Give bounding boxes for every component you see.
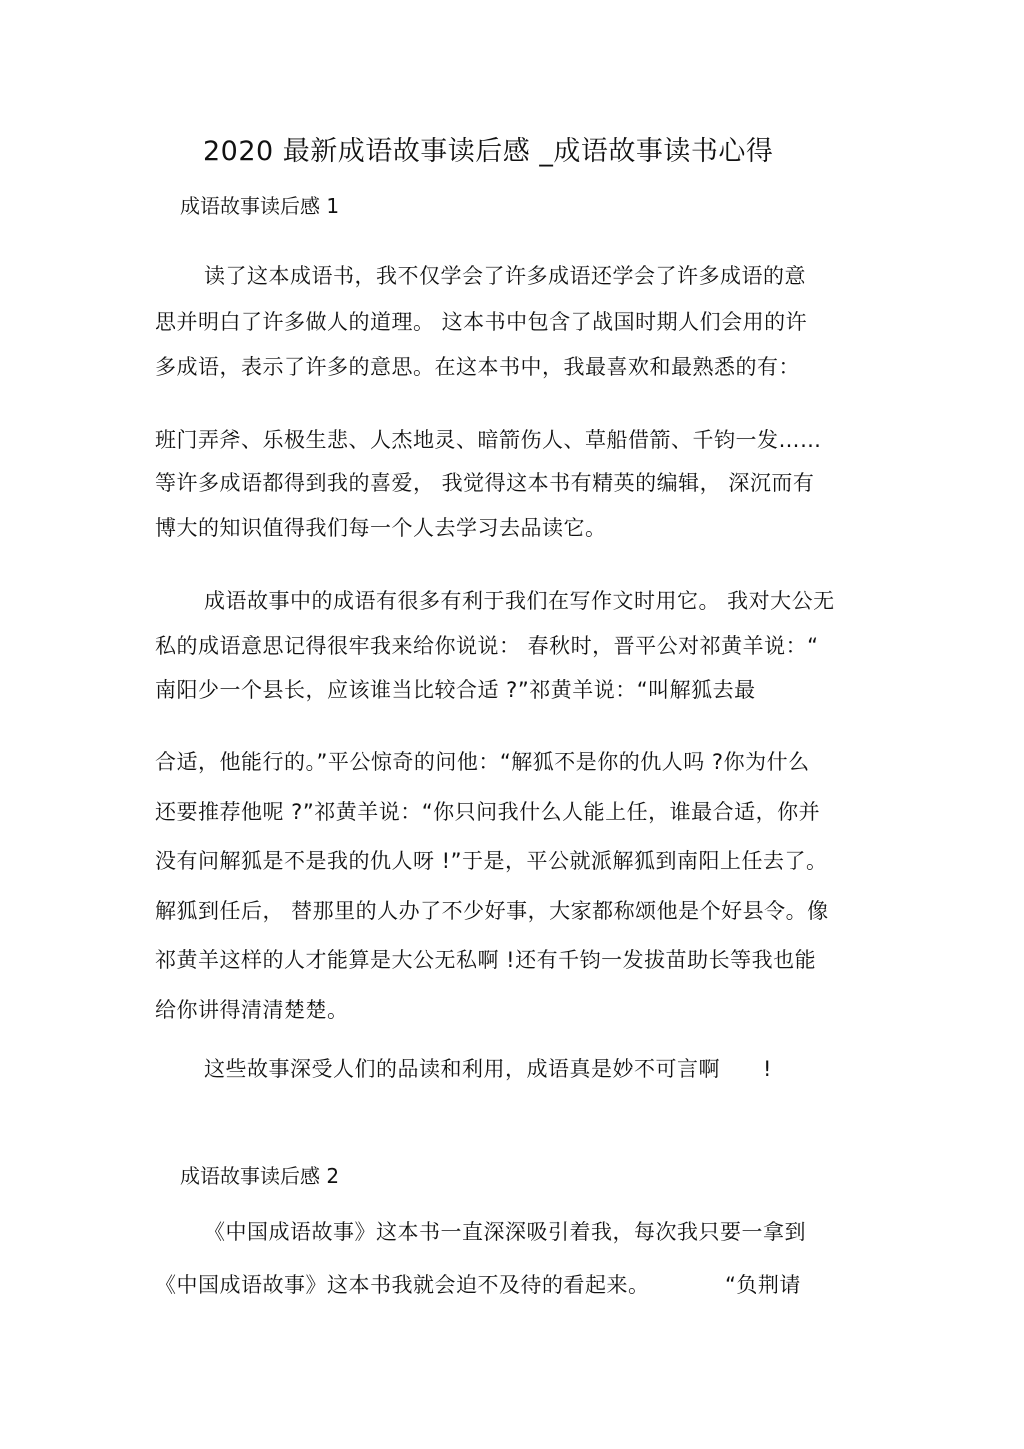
paragraph-line: 祁黄羊这样的人才能算是大公无私啊 !还有千钧一发拔苗助长等我也能 bbox=[155, 948, 817, 972]
document-title: 2020 最新成语故事读后感 _成语故事读书心得 bbox=[203, 136, 774, 167]
paragraph-line: 《中国成语故事》这本书一直深深吸引着我，每次我只要一拿到 bbox=[204, 1220, 806, 1244]
paragraph-line: 博大的知识值得我们每一个人去学习去品读它。 bbox=[155, 516, 607, 540]
paragraph-line: 解狐到任后， 替那里的人办了不少好事，大家都称颂他是个好县令。像 bbox=[155, 899, 829, 923]
paragraph-line: 读了这本成语书，我不仅学会了许多成语还学会了许多成语的意 bbox=[204, 264, 806, 288]
paragraph-line: 成语故事中的成语有很多有利于我们在写作文时用它。 我对大公无 bbox=[204, 589, 835, 613]
paragraph-line: 思并明白了许多做人的道理。 这本书中包含了战国时期人们会用的许 bbox=[155, 310, 808, 334]
paragraph-line: 多成语，表示了许多的意思。在这本书中，我最喜欢和最熟悉的有： bbox=[155, 355, 800, 379]
paragraph-line: 《中国成语故事》这本书我就会迫不及待的看起来。 “负荆请 bbox=[155, 1273, 801, 1297]
section-heading-1: 成语故事读后感 1 bbox=[180, 194, 340, 218]
paragraph-line: 还要推荐他呢 ?”祁黄羊说：“你只问我什么人能上任，谁最合适，你并 bbox=[155, 800, 821, 824]
section-heading-2: 成语故事读后感 2 bbox=[180, 1164, 340, 1188]
paragraph-line: 等许多成语都得到我的喜爱， 我觉得这本书有精英的编辑， 深沉而有 bbox=[155, 471, 815, 495]
paragraph-line: 私的成语意思记得很牢我来给你说说： 春秋时，晋平公对祁黄羊说：“ bbox=[155, 634, 819, 658]
paragraph-line: 没有问解狐是不是我的仇人呀 !”于是，平公就派解狐到南阳上任去了。 bbox=[155, 849, 828, 873]
paragraph-line: 南阳少一个县长，应该谁当比较合适 ?”祁黄羊说：“叫解狐去最 bbox=[155, 678, 756, 702]
paragraph-line: 这些故事深受人们的品读和利用，成语真是妙不可言啊 ! bbox=[204, 1057, 772, 1081]
paragraph-line: 班门弄斧、乐极生悲、人杰地灵、暗箭伤人、草船借箭、千钧一发…… bbox=[155, 428, 822, 452]
paragraph-line: 给你讲得清清楚楚。 bbox=[155, 998, 349, 1022]
paragraph-line: 合适，他能行的。”平公惊奇的问他：“解狐不是你的仇人吗 ?你为什么 bbox=[155, 750, 810, 774]
